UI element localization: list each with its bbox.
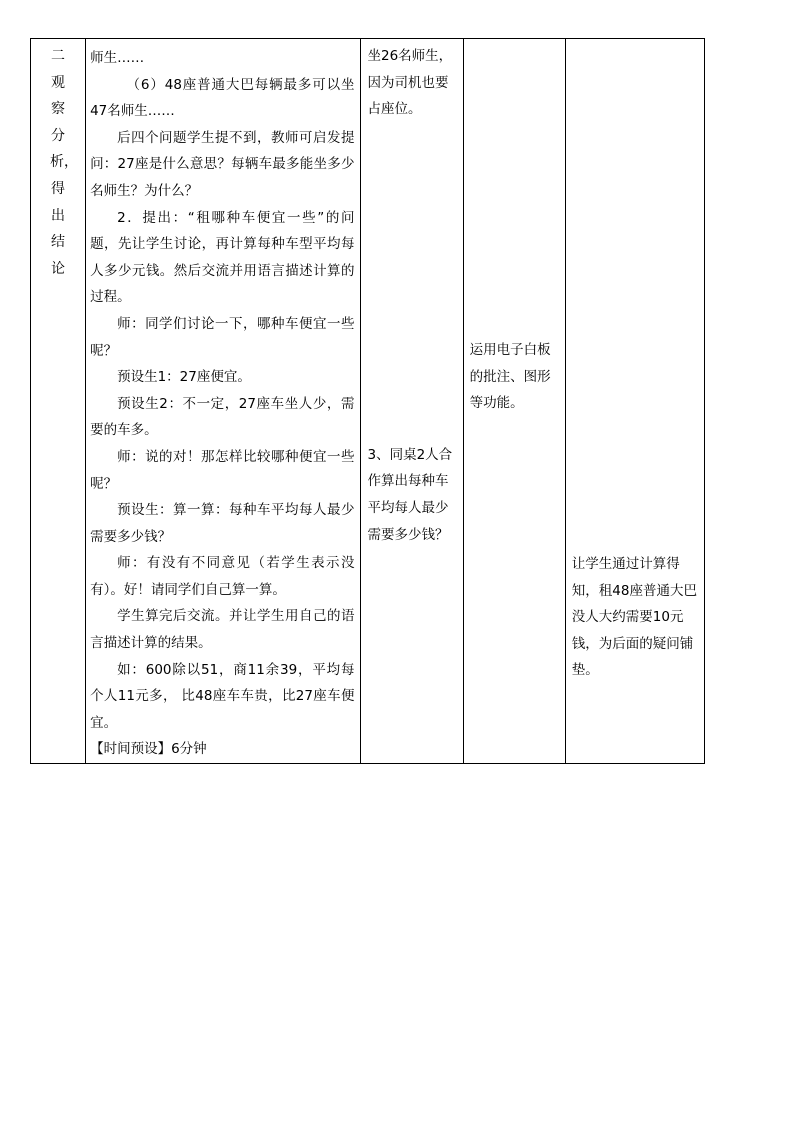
stage-label: 二观察分析，得出结论: [50, 48, 79, 277]
teacher-paragraph: 预设生：算一算：每种车平均每人最少需要多少钱？: [90, 502, 355, 545]
design-intent-cell: [565, 39, 704, 764]
stage-cell: [31, 39, 86, 764]
teacher-paragraph: （6）48座普通大巴每辆最多可以坐47名师生……: [90, 76, 355, 120]
teacher-paragraph: 师：同学们讨论一下，哪种车便宜一些呢？: [90, 315, 355, 359]
teacher-paragraph: 预设生2：不一定，27座车坐人少，需要的车多。: [90, 395, 355, 439]
design-intent-text: 让学生通过计算得知，租48座普通大巴没人大约需要10元钱，为后面的疑问铺垫。: [571, 556, 697, 679]
student-activity-cell: [361, 39, 463, 764]
teacher-paragraph: 师：有没有不同意见（若学生表示没有）。好！请同学们自己算一算。: [90, 555, 355, 598]
lesson-plan-table: [30, 38, 705, 764]
teacher-paragraph: 师生……: [90, 50, 145, 66]
table-row: [31, 39, 705, 764]
student-activity-mid: 3、同桌2人合作算出每种车平均每人最少需要多少钱？: [367, 446, 453, 543]
teacher-paragraph: 师：说的对！那怎样比较哪种便宜一些呢？: [90, 448, 355, 492]
teacher-paragraph: 2．提出：“租哪种车便宜一些”的问题，先让学生讨论，再计算每种车型平均每人多少元钱。然后交流并用语言描述计算的过程。: [90, 209, 355, 306]
student-activity-top: 坐26名师生，因为司机也要占座位。: [367, 48, 453, 118]
media-text: 运用电子白板的批注、图形等功能。: [469, 342, 551, 412]
teacher-activity-cell: [86, 39, 361, 764]
teacher-paragraph: 【时间预设】6分钟: [90, 741, 207, 758]
teacher-paragraph: 学生算完后交流。并让学生用自己的语言描述计算的结果。: [90, 608, 355, 652]
media-cell: [463, 39, 565, 764]
teacher-paragraph: 如：600除以51，商11余39，平均每个人11元多， 比48座车车贵，比27座车便宜。: [90, 661, 355, 731]
teacher-activity-text: [90, 45, 354, 763]
teacher-paragraph: 预设生1：27座便宜。: [117, 369, 251, 386]
teacher-paragraph: 后四个问题学生提不到，教师可启发提问：27座是什么意思？每辆车最多能坐多少名师生？为什么？: [90, 129, 355, 199]
